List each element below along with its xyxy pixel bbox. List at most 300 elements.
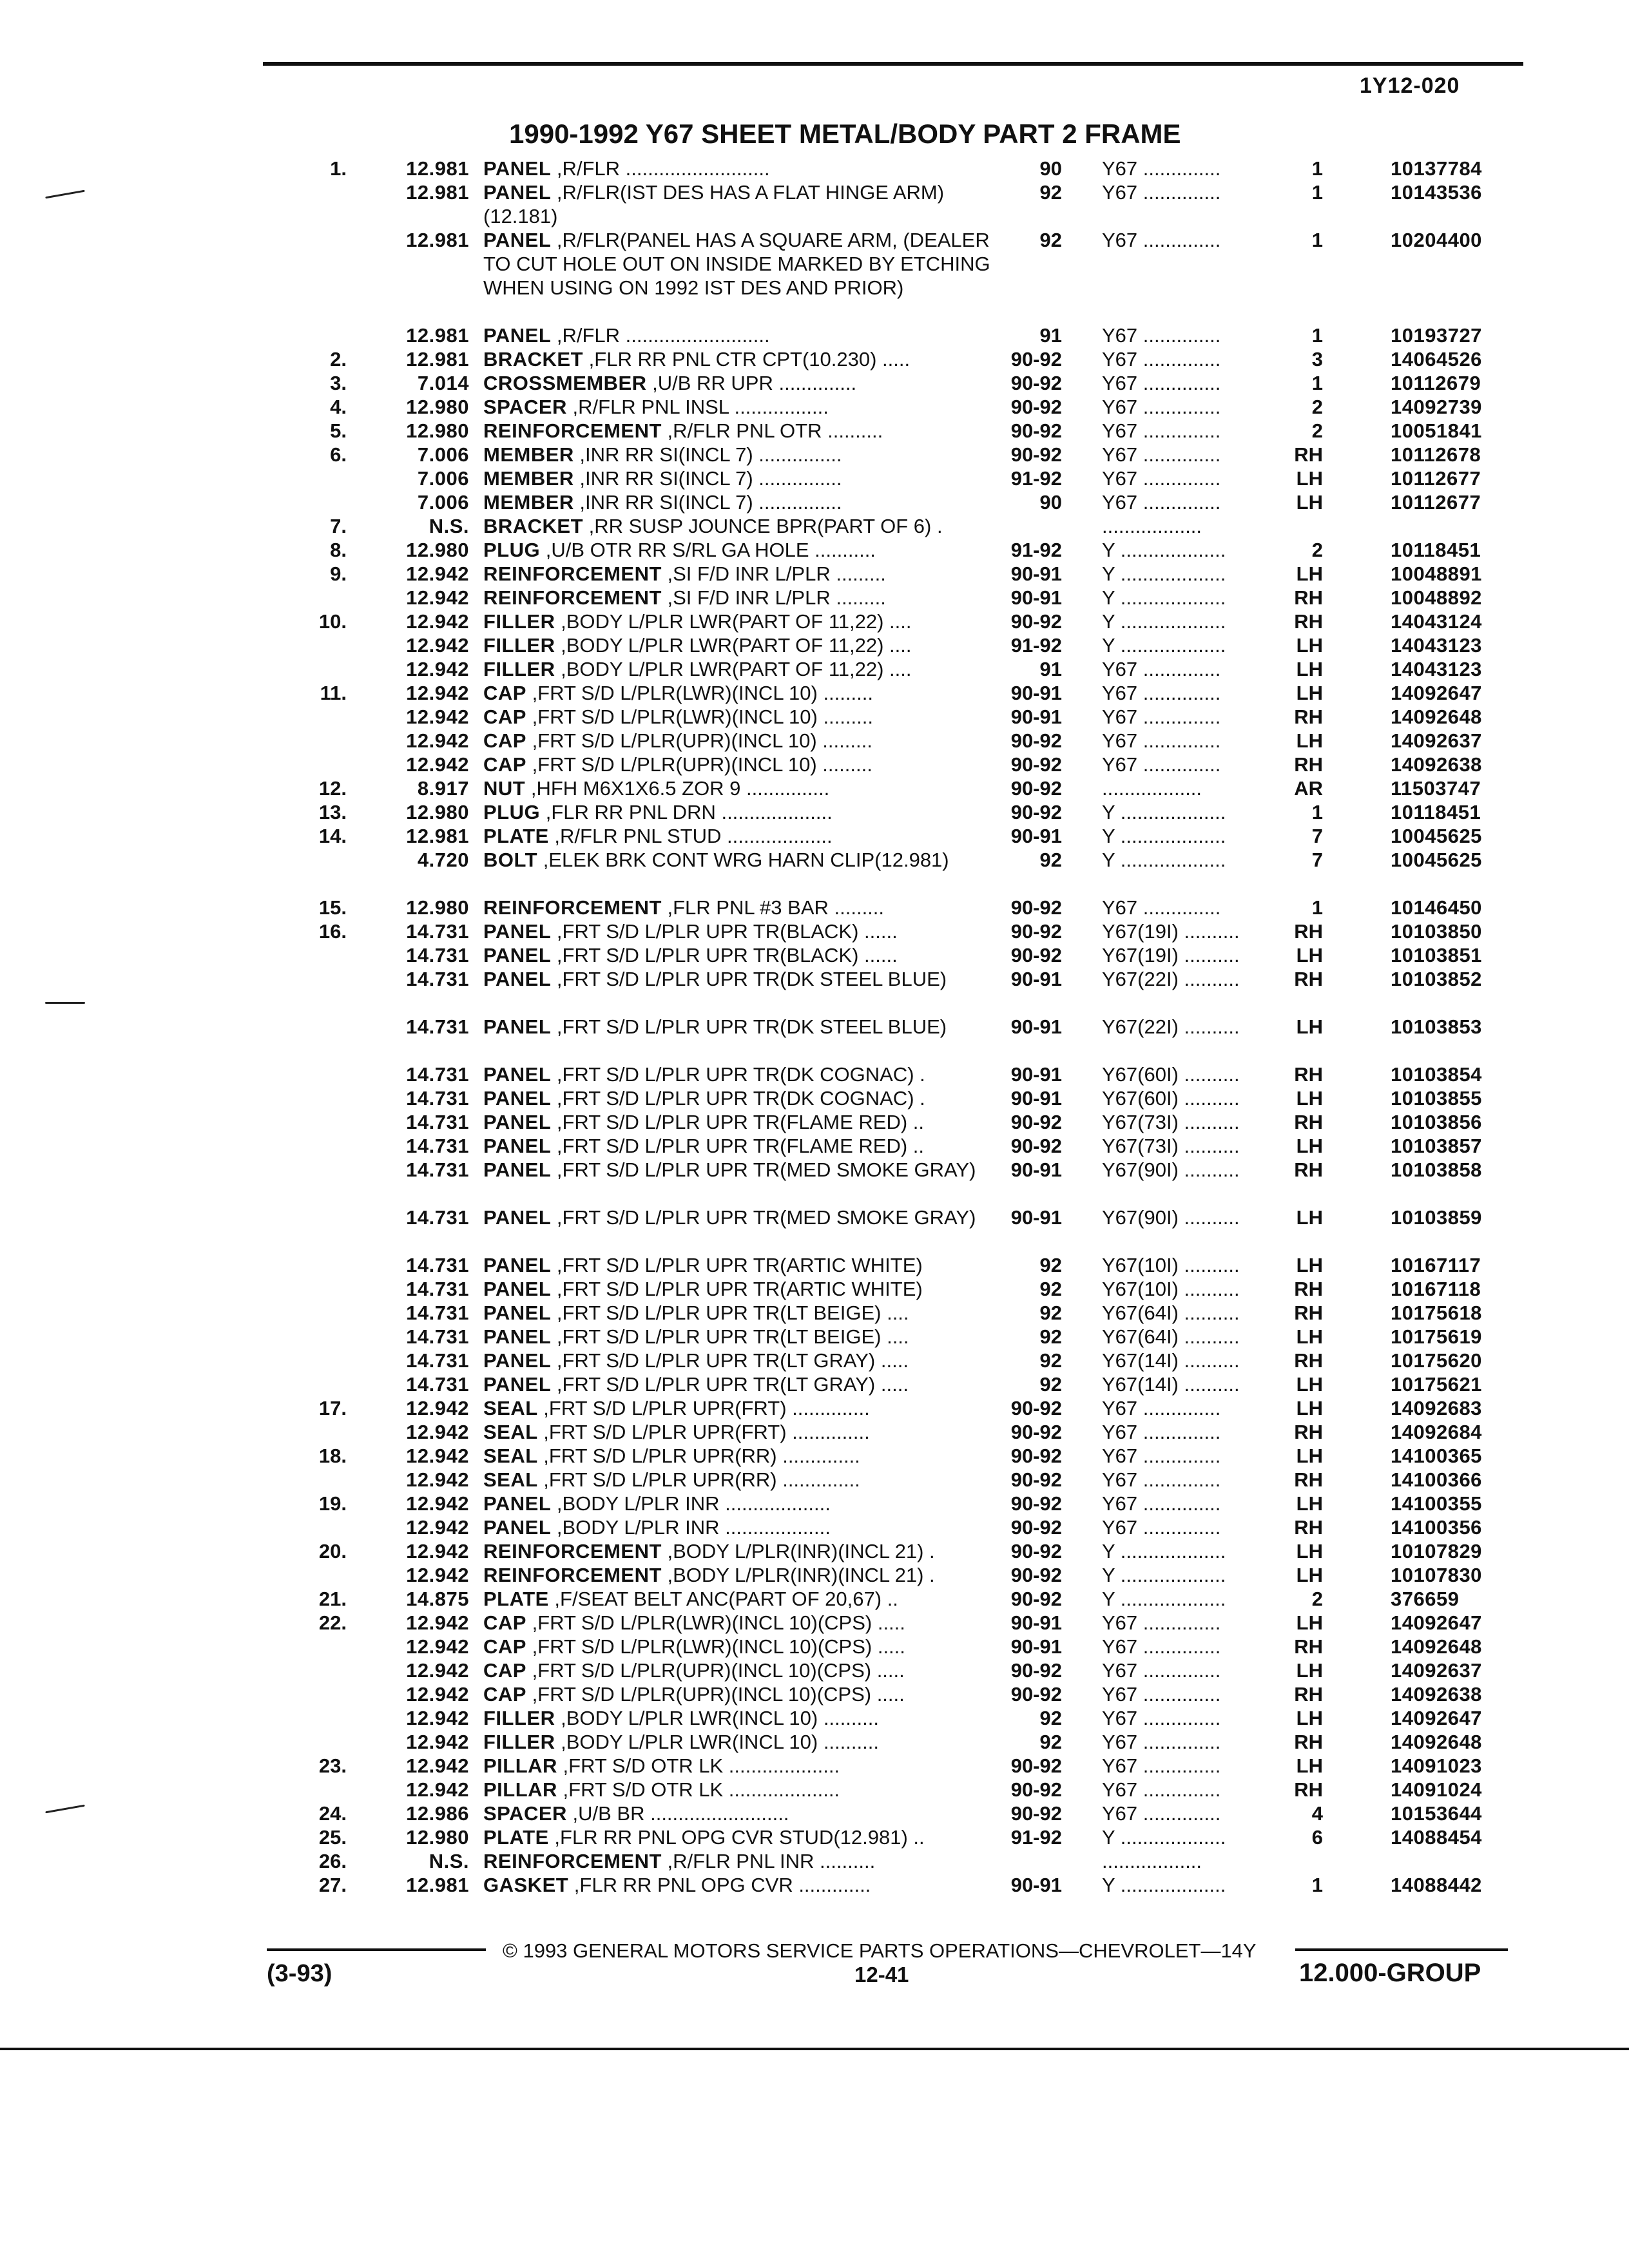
part-description bbox=[483, 1849, 999, 1873]
model-years: 90-92 bbox=[1010, 1588, 1062, 1610]
part-detail: ,FRT S/D L/PLR UPR TR(LT GRAY) ..... bbox=[551, 1349, 909, 1372]
part-name: PANEL bbox=[483, 1087, 552, 1110]
part-detail: ,BODY L/PLR LWR(INCL 10) .......... bbox=[555, 1731, 879, 1753]
model-years: 90-91 bbox=[1010, 1015, 1062, 1038]
part-row bbox=[0, 896, 1629, 919]
part-number: 10175620 bbox=[1391, 1349, 1482, 1372]
part-detail: ,FLR RR PNL CTR CPT(10.230) ..... bbox=[583, 348, 911, 370]
model-code: Y67 .............. bbox=[1102, 324, 1221, 347]
part-name: MEMBER bbox=[483, 491, 574, 514]
model-years: 90-92 bbox=[1010, 944, 1062, 966]
model-code: Y67(14I) .......... bbox=[1102, 1373, 1240, 1396]
part-detail: ,FLR RR PNL DRN .................... bbox=[540, 801, 833, 823]
part-description bbox=[483, 490, 999, 514]
part-name: PANEL bbox=[483, 1254, 552, 1276]
part-name: PANEL bbox=[483, 1158, 552, 1181]
model-years: 91-92 bbox=[1010, 539, 1062, 561]
model-code: Y ................... bbox=[1102, 539, 1226, 561]
part-row bbox=[0, 1110, 1629, 1134]
group-number: 12.986 bbox=[406, 1802, 469, 1825]
part-number: 14100355 bbox=[1391, 1492, 1482, 1515]
part-row bbox=[0, 228, 1629, 323]
group-number: 4.720 bbox=[417, 849, 469, 871]
part-name: PLUG bbox=[483, 539, 541, 561]
group-number: 12.942 bbox=[406, 1731, 469, 1753]
item-number: 7. bbox=[330, 515, 347, 537]
part-name: CAP bbox=[483, 729, 526, 752]
quantity: LH bbox=[1296, 682, 1323, 704]
part-number: 10137784 bbox=[1391, 157, 1482, 180]
part-name: FILLER bbox=[483, 658, 555, 680]
model-years: 92 bbox=[1039, 849, 1062, 871]
part-row bbox=[0, 1206, 1629, 1253]
model-code: Y ................... bbox=[1102, 849, 1226, 871]
quantity: 1 bbox=[1311, 801, 1323, 823]
quantity: LH bbox=[1296, 491, 1323, 514]
part-name: REINFORCEMENT bbox=[483, 896, 662, 919]
item-number: 12. bbox=[318, 777, 347, 800]
part-row bbox=[0, 1825, 1629, 1849]
part-name: PLATE bbox=[483, 1826, 549, 1849]
model-code: Y67 .............. bbox=[1102, 1683, 1221, 1706]
part-description bbox=[483, 228, 999, 300]
part-detail: ,FRT S/D L/PLR UPR TR(FLAME RED) .. bbox=[551, 1135, 925, 1157]
part-description bbox=[483, 1682, 999, 1706]
part-row bbox=[0, 395, 1629, 419]
part-detail: ,FRT S/D L/PLR(UPR)(INCL 10)(CPS) ..... bbox=[526, 1683, 905, 1706]
part-row bbox=[0, 1158, 1629, 1206]
part-number: 14064526 bbox=[1391, 348, 1482, 370]
quantity: LH bbox=[1296, 1373, 1323, 1396]
part-description bbox=[483, 1396, 999, 1420]
quantity: LH bbox=[1296, 1397, 1323, 1419]
part-row bbox=[0, 1778, 1629, 1802]
group-number: 14.731 bbox=[406, 1111, 469, 1133]
group-number: 12.942 bbox=[406, 634, 469, 657]
reference-code: 1Y12-020 bbox=[1360, 73, 1460, 98]
part-number: 10103852 bbox=[1391, 968, 1482, 990]
quantity: 1 bbox=[1311, 324, 1323, 347]
item-number: 15. bbox=[318, 896, 347, 919]
model-years: 91-92 bbox=[1010, 1826, 1062, 1849]
part-description bbox=[483, 562, 999, 586]
part-description bbox=[483, 800, 999, 824]
group-number: 12.942 bbox=[406, 1421, 469, 1443]
model-code: Y67 .............. bbox=[1102, 467, 1221, 490]
model-years: 90-92 bbox=[1010, 348, 1062, 370]
model-years: 90-92 bbox=[1010, 801, 1062, 823]
part-number: 10143536 bbox=[1391, 181, 1482, 204]
part-name: PANEL bbox=[483, 944, 552, 966]
part-row bbox=[0, 1444, 1629, 1468]
part-name: PANEL bbox=[483, 1349, 552, 1372]
part-name: MEMBER bbox=[483, 443, 574, 466]
group-number: 12.942 bbox=[406, 1492, 469, 1515]
group-number: 12.942 bbox=[406, 1611, 469, 1634]
part-description bbox=[483, 1468, 999, 1492]
quantity: RH bbox=[1294, 968, 1323, 990]
part-detail: ,BODY L/PLR INR ................... bbox=[551, 1516, 831, 1539]
quantity: LH bbox=[1296, 1707, 1323, 1729]
model-years: 90 bbox=[1039, 491, 1062, 514]
part-number: 14092637 bbox=[1391, 729, 1482, 752]
part-name: PANEL bbox=[483, 1015, 552, 1038]
model-years: 90-92 bbox=[1010, 777, 1062, 800]
model-years: 90-92 bbox=[1010, 1492, 1062, 1515]
model-code: Y ................... bbox=[1102, 586, 1226, 609]
part-row bbox=[0, 1372, 1629, 1396]
model-years: 90-91 bbox=[1010, 1087, 1062, 1110]
item-number: 13. bbox=[318, 801, 347, 823]
model-years: 91 bbox=[1039, 324, 1062, 347]
part-detail: ,FRT S/D L/PLR(LWR)(INCL 10) ......... bbox=[526, 682, 873, 704]
model-code: Y67(90I) .......... bbox=[1102, 1206, 1240, 1229]
part-row bbox=[0, 347, 1629, 371]
model-years: 90-92 bbox=[1010, 1802, 1062, 1825]
model-years: 92 bbox=[1039, 1325, 1062, 1348]
part-number: 10103855 bbox=[1391, 1087, 1482, 1110]
part-detail: ,R/FLR(PANEL HAS A SQUARE ARM, (DEALER TO CUT HOLE OUT ON INSIDE MARKED BY ETCHING WHEN USING ON 1992 IST DES AND PRIOR) bbox=[483, 229, 990, 299]
quantity: LH bbox=[1296, 1611, 1323, 1634]
model-years: 92 bbox=[1039, 1254, 1062, 1276]
model-code: Y67(19I) .......... bbox=[1102, 944, 1240, 966]
part-name: PLATE bbox=[483, 1588, 549, 1610]
part-name: SPACER bbox=[483, 1802, 567, 1825]
group-number: 12.942 bbox=[406, 706, 469, 728]
part-name: PANEL bbox=[483, 229, 552, 251]
item-number: 24. bbox=[318, 1802, 347, 1825]
quantity: 1 bbox=[1311, 1874, 1323, 1896]
model-years: 90-92 bbox=[1010, 1564, 1062, 1586]
part-row bbox=[0, 1468, 1629, 1492]
model-years: 90-92 bbox=[1010, 1111, 1062, 1133]
part-description bbox=[483, 347, 999, 371]
part-detail: ,R/FLR .......................... bbox=[551, 157, 770, 180]
part-row bbox=[0, 1754, 1629, 1778]
part-description bbox=[483, 419, 999, 443]
model-code: Y ................... bbox=[1102, 610, 1226, 633]
model-years: 90-91 bbox=[1010, 562, 1062, 585]
quantity: RH bbox=[1294, 1683, 1323, 1706]
part-row bbox=[0, 157, 1629, 180]
part-detail: ,FRT S/D L/PLR UPR TR(ARTIC WHITE) bbox=[551, 1278, 923, 1300]
part-name: FILLER bbox=[483, 1731, 555, 1753]
quantity: RH bbox=[1294, 1421, 1323, 1443]
part-name: PANEL bbox=[483, 1278, 552, 1300]
part-row bbox=[0, 180, 1629, 228]
part-detail: ,FRT S/D L/PLR(UPR)(INCL 10) ......... bbox=[526, 729, 872, 752]
part-description bbox=[483, 1754, 999, 1778]
part-detail: ,INR RR SI(INCL 7) ............... bbox=[574, 491, 842, 514]
part-detail: ,FRT S/D L/PLR UPR(FRT) .............. bbox=[537, 1397, 870, 1419]
part-number: 10112677 bbox=[1391, 467, 1481, 490]
part-name: FILLER bbox=[483, 634, 555, 657]
model-code: Y ................... bbox=[1102, 825, 1226, 847]
model-code: Y67 .............. bbox=[1102, 1421, 1221, 1443]
part-description bbox=[483, 514, 999, 538]
part-detail: ,BODY L/PLR(INR)(INCL 21) . bbox=[661, 1564, 935, 1586]
part-row bbox=[0, 919, 1629, 943]
part-number: 14100356 bbox=[1391, 1516, 1482, 1539]
part-row bbox=[0, 1396, 1629, 1420]
quantity: LH bbox=[1296, 1659, 1323, 1682]
part-description bbox=[483, 1134, 999, 1158]
group-number: 12.942 bbox=[406, 1564, 469, 1586]
group-number: 12.942 bbox=[406, 1683, 469, 1706]
part-name: CAP bbox=[483, 706, 526, 728]
group-number: 14.731 bbox=[406, 1302, 469, 1324]
model-years: 90-92 bbox=[1010, 896, 1062, 919]
model-code: Y67 .............. bbox=[1102, 1659, 1221, 1682]
footer-page-number: 12-41 bbox=[854, 1963, 909, 1986]
group-number: 14.875 bbox=[406, 1588, 469, 1610]
part-number: 10103857 bbox=[1391, 1135, 1482, 1157]
model-years: 92 bbox=[1039, 1278, 1062, 1300]
part-row bbox=[0, 1658, 1629, 1682]
part-row bbox=[0, 848, 1629, 896]
group-number: 14.731 bbox=[406, 1063, 469, 1086]
model-code: Y67 .............. bbox=[1102, 1802, 1221, 1825]
part-description bbox=[483, 896, 999, 919]
model-years: 92 bbox=[1039, 229, 1062, 251]
part-row bbox=[0, 1682, 1629, 1706]
part-row bbox=[0, 1515, 1629, 1539]
part-description bbox=[483, 1062, 999, 1086]
part-number: 10048891 bbox=[1391, 562, 1482, 585]
part-description bbox=[483, 1730, 999, 1754]
part-detail: ,U/B OTR RR S/RL GA HOLE ........... bbox=[540, 539, 876, 561]
part-row bbox=[0, 538, 1629, 562]
part-number: 10153644 bbox=[1391, 1802, 1482, 1825]
quantity: LH bbox=[1296, 634, 1323, 657]
quantity: 4 bbox=[1311, 1802, 1323, 1825]
model-years: 90-91 bbox=[1010, 1063, 1062, 1086]
group-number: 12.980 bbox=[406, 801, 469, 823]
part-number: 10045625 bbox=[1391, 825, 1482, 847]
part-description bbox=[483, 1372, 999, 1396]
model-years: 92 bbox=[1039, 181, 1062, 204]
part-row bbox=[0, 610, 1629, 633]
part-number: 14091024 bbox=[1391, 1778, 1482, 1801]
quantity: 1 bbox=[1311, 372, 1323, 394]
group-number: 14.731 bbox=[406, 1325, 469, 1348]
quantity: 2 bbox=[1311, 419, 1323, 442]
part-name: CAP bbox=[483, 1611, 526, 1634]
group-number: 14.731 bbox=[406, 1158, 469, 1181]
part-detail: ,SI F/D INR L/PLR ......... bbox=[661, 562, 886, 585]
part-description bbox=[483, 824, 999, 848]
quantity: 1 bbox=[1311, 229, 1323, 251]
part-number: 10107829 bbox=[1391, 1540, 1482, 1562]
part-detail: ,FRT S/D L/PLR UPR TR(MED SMOKE GRAY) bbox=[551, 1158, 976, 1181]
footer-rule-left bbox=[267, 1948, 486, 1951]
quantity: 6 bbox=[1311, 1826, 1323, 1849]
part-description bbox=[483, 1325, 999, 1349]
part-name: SEAL bbox=[483, 1468, 538, 1491]
quantity: LH bbox=[1296, 729, 1323, 752]
part-description bbox=[483, 1635, 999, 1658]
quantity: RH bbox=[1294, 1158, 1323, 1181]
part-detail: ,FRT S/D L/PLR UPR TR(MED SMOKE GRAY) bbox=[551, 1206, 976, 1229]
model-code: Y67 .............. bbox=[1102, 706, 1221, 728]
group-number: 12.981 bbox=[406, 825, 469, 847]
part-description bbox=[483, 1658, 999, 1682]
group-number: 12.942 bbox=[406, 586, 469, 609]
part-number: 10103858 bbox=[1391, 1158, 1482, 1181]
quantity: RH bbox=[1294, 610, 1323, 633]
model-code: Y ................... bbox=[1102, 562, 1226, 585]
group-number: 8.917 bbox=[417, 777, 469, 800]
quantity: LH bbox=[1296, 944, 1323, 966]
model-code: Y67 .............. bbox=[1102, 157, 1221, 180]
group-number: N.S. bbox=[429, 515, 469, 537]
item-number: 23. bbox=[318, 1754, 347, 1777]
model-years: 90-91 bbox=[1010, 1611, 1062, 1634]
part-detail: ,FRT S/D L/PLR UPR(RR) .............. bbox=[537, 1445, 860, 1467]
model-code: Y67(64I) .......... bbox=[1102, 1302, 1240, 1324]
part-name: CAP bbox=[483, 682, 526, 704]
model-years: 90-92 bbox=[1010, 1754, 1062, 1777]
part-row bbox=[0, 1730, 1629, 1754]
item-number: 14. bbox=[318, 825, 347, 847]
group-number: 14.731 bbox=[406, 1278, 469, 1300]
part-detail: ,FRT S/D L/PLR UPR TR(LT BEIGE) .... bbox=[551, 1325, 909, 1348]
part-description bbox=[483, 1802, 999, 1825]
quantity: RH bbox=[1294, 1278, 1323, 1300]
model-code: Y67 .............. bbox=[1102, 1492, 1221, 1515]
model-code: Y ................... bbox=[1102, 634, 1226, 657]
part-detail: ,R/FLR PNL STUD ................... bbox=[548, 825, 833, 847]
model-code: Y67(60I) .......... bbox=[1102, 1087, 1240, 1110]
part-name: PANEL bbox=[483, 1206, 552, 1229]
part-row bbox=[0, 1635, 1629, 1658]
item-number: 8. bbox=[330, 539, 347, 561]
part-row bbox=[0, 466, 1629, 490]
part-number: 10118451 bbox=[1391, 801, 1481, 823]
quantity: 1 bbox=[1311, 181, 1323, 204]
quantity: RH bbox=[1294, 920, 1323, 943]
group-number: 14.731 bbox=[406, 920, 469, 943]
part-detail: ,ELEK BRK CONT WRG HARN CLIP(12.981) bbox=[537, 849, 949, 871]
quantity: RH bbox=[1294, 1778, 1323, 1801]
quantity: RH bbox=[1294, 1302, 1323, 1324]
model-code: Y67 .............. bbox=[1102, 682, 1221, 704]
part-name: PANEL bbox=[483, 1373, 552, 1396]
part-number: 14092647 bbox=[1391, 682, 1482, 704]
model-code: Y ................... bbox=[1102, 1540, 1226, 1562]
group-number: 12.942 bbox=[406, 1445, 469, 1467]
model-years: 90-92 bbox=[1010, 419, 1062, 442]
part-row bbox=[0, 586, 1629, 610]
quantity: LH bbox=[1296, 658, 1323, 680]
model-years: 91-92 bbox=[1010, 634, 1062, 657]
part-number: 14092648 bbox=[1391, 706, 1482, 728]
part-name: REINFORCEMENT bbox=[483, 1540, 662, 1562]
part-number: 14091023 bbox=[1391, 1754, 1482, 1777]
model-code: .................. bbox=[1102, 777, 1202, 800]
part-description bbox=[483, 1253, 999, 1277]
part-row bbox=[0, 1492, 1629, 1515]
part-number: 10167117 bbox=[1391, 1254, 1481, 1276]
model-code: Y67 .............. bbox=[1102, 1516, 1221, 1539]
footer-copyright: © 1993 GENERAL MOTORS SERVICE PARTS OPERATIONS—CHEVROLET—14Y bbox=[503, 1939, 1257, 1962]
model-code: Y67 .............. bbox=[1102, 348, 1221, 370]
model-code: Y67 .............. bbox=[1102, 372, 1221, 394]
part-description bbox=[483, 657, 999, 681]
group-number: 14.731 bbox=[406, 1087, 469, 1110]
model-years: 90-92 bbox=[1010, 1778, 1062, 1801]
model-years: 90-92 bbox=[1010, 1397, 1062, 1419]
part-detail: ,FRT S/D L/PLR(LWR)(INCL 10)(CPS) ..... bbox=[526, 1611, 905, 1634]
group-number: 12.942 bbox=[406, 753, 469, 776]
quantity: LH bbox=[1296, 562, 1323, 585]
part-detail: ,FRT S/D L/PLR UPR TR(BLACK) ...... bbox=[551, 920, 898, 943]
model-code: Y67(22I) .......... bbox=[1102, 1015, 1240, 1038]
model-code: Y67(19I) .......... bbox=[1102, 920, 1240, 943]
part-name: SEAL bbox=[483, 1421, 538, 1443]
model-years: 90-92 bbox=[1010, 396, 1062, 418]
part-row bbox=[0, 1301, 1629, 1325]
part-number: 11503747 bbox=[1391, 777, 1481, 800]
group-number: 14.731 bbox=[406, 1135, 469, 1157]
part-description bbox=[483, 1420, 999, 1444]
footer-rule-right bbox=[1295, 1948, 1508, 1951]
model-code: Y67(22I) .......... bbox=[1102, 968, 1240, 990]
group-number: 12.942 bbox=[406, 1707, 469, 1729]
model-years: 90-92 bbox=[1010, 1683, 1062, 1706]
part-detail: ,U/B BR ......................... bbox=[566, 1802, 789, 1825]
part-number: 14043124 bbox=[1391, 610, 1482, 633]
part-detail: ,BODY L/PLR LWR(PART OF 11,22) .... bbox=[555, 634, 912, 657]
model-years: 92 bbox=[1039, 1373, 1062, 1396]
part-detail: ,R/FLR(IST DES HAS A FLAT HINGE ARM)(12.181) bbox=[483, 181, 945, 227]
part-row bbox=[0, 705, 1629, 729]
model-years: 91-92 bbox=[1010, 467, 1062, 490]
group-number: 12.981 bbox=[406, 157, 469, 180]
model-code: Y ................... bbox=[1102, 1874, 1226, 1896]
part-detail: ,FRT S/D L/PLR UPR TR(BLACK) ...... bbox=[551, 944, 898, 966]
part-detail: ,FRT S/D OTR LK .................... bbox=[557, 1754, 840, 1777]
group-number: 12.942 bbox=[406, 1635, 469, 1658]
group-number: 7.006 bbox=[417, 443, 469, 466]
part-detail: ,FRT S/D L/PLR(UPR)(INCL 10) ......... bbox=[526, 753, 872, 776]
group-number: 12.942 bbox=[406, 1397, 469, 1419]
part-number: 10103851 bbox=[1391, 944, 1482, 966]
model-code: Y67 .............. bbox=[1102, 1707, 1221, 1729]
part-number: 10175619 bbox=[1391, 1325, 1482, 1348]
part-detail: ,RR SUSP JOUNCE BPR(PART OF 6) . bbox=[583, 515, 943, 537]
part-row bbox=[0, 776, 1629, 800]
model-years: 90-92 bbox=[1010, 610, 1062, 633]
part-name: CROSSMEMBER bbox=[483, 372, 647, 394]
item-number: 6. bbox=[330, 443, 347, 466]
model-years: 92 bbox=[1039, 1302, 1062, 1324]
model-years: 90-92 bbox=[1010, 753, 1062, 776]
model-code: Y ................... bbox=[1102, 1826, 1226, 1849]
part-number: 10103853 bbox=[1391, 1015, 1482, 1038]
model-code: Y67 .............. bbox=[1102, 1397, 1221, 1419]
quantity: RH bbox=[1294, 1516, 1323, 1539]
part-detail: ,INR RR SI(INCL 7) ............... bbox=[574, 443, 842, 466]
quantity: LH bbox=[1296, 1254, 1323, 1276]
model-code: Y67 .............. bbox=[1102, 181, 1221, 204]
part-row bbox=[0, 657, 1629, 681]
quantity: RH bbox=[1294, 753, 1323, 776]
group-number: 12.942 bbox=[406, 1516, 469, 1539]
part-name: PANEL bbox=[483, 157, 552, 180]
part-description bbox=[483, 943, 999, 967]
part-name: PANEL bbox=[483, 1111, 552, 1133]
